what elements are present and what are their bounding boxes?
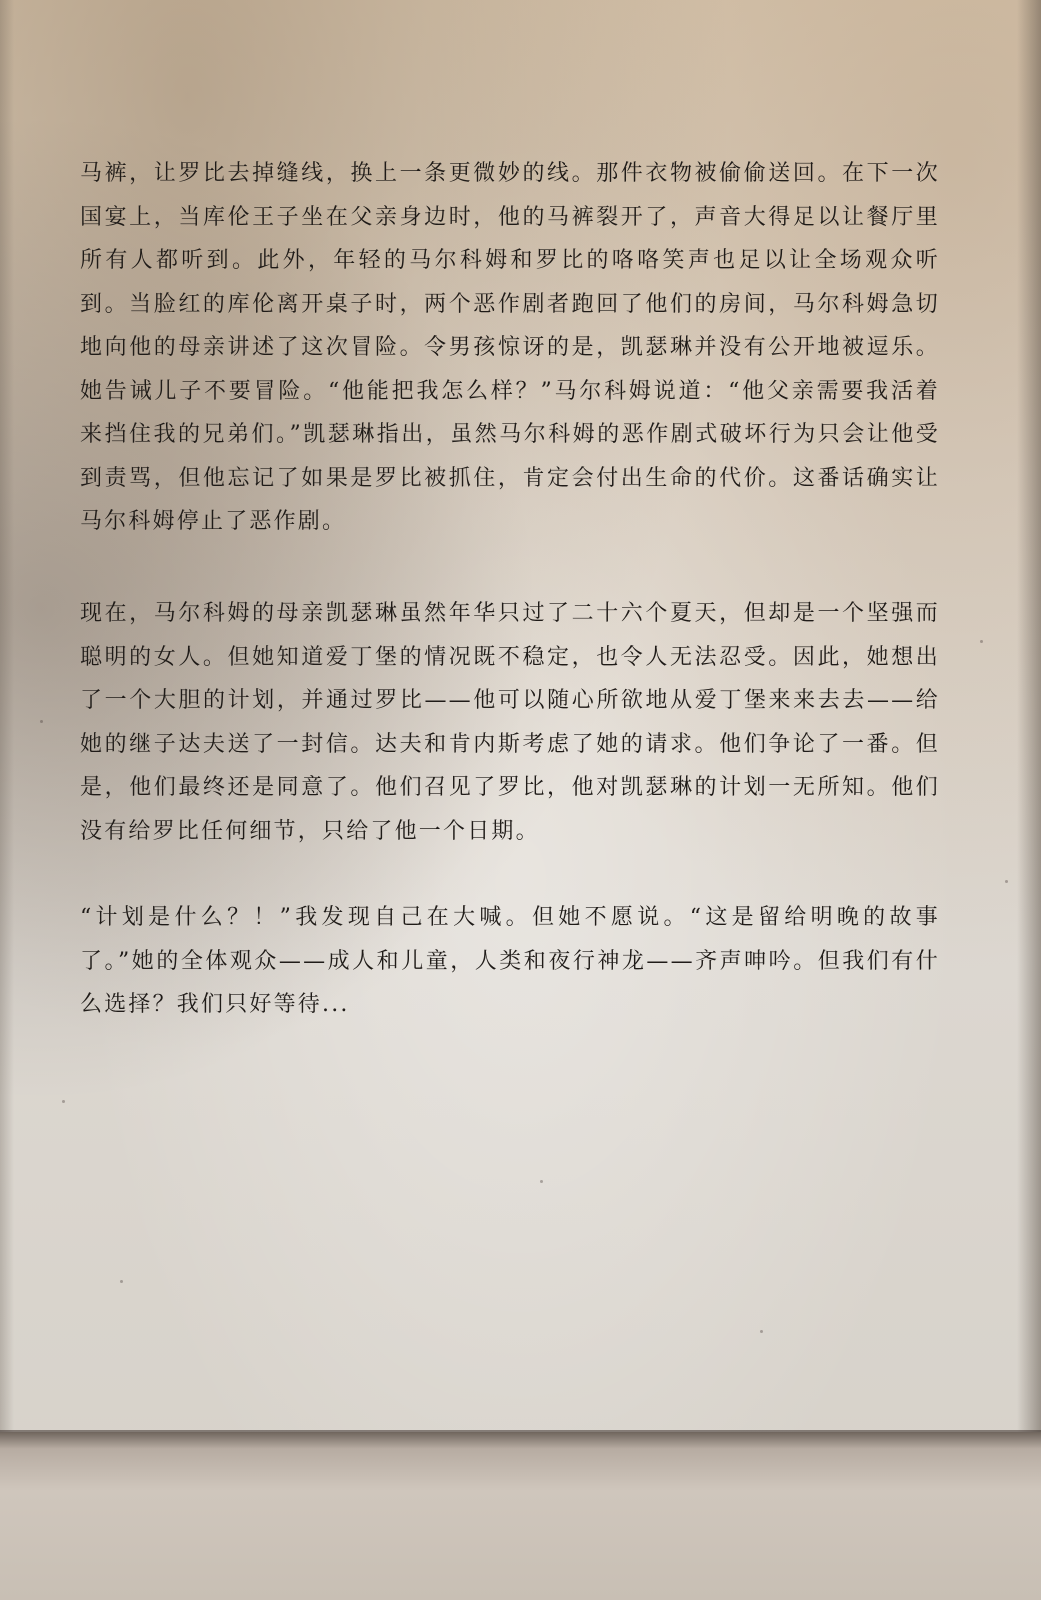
paper-speck — [1005, 880, 1008, 883]
paper-speck — [40, 720, 43, 723]
paper-speck — [540, 1180, 543, 1183]
page-right-shadow — [1017, 0, 1041, 1440]
story-paragraph-3: “计划是什么？！”我发现自己在大喊。但她不愿说。“这是留给明晚的故事了。”她的全体观众——成人和儿童，人类和夜行神龙——齐声呻吟。但我们有什么选择？我们只好等待... — [80, 905, 940, 1017]
story-paragraph-2: 现在，马尔科姆的母亲凯瑟琳虽然年华只过了二十六个夏天，但却是一个坚强而聪明的女人。但她知道爱丁堡的情况既不稳定，也令人无法忍受。因此，她想出了一个大胆的计划，并通过罗比——他可以随心所欲地从爱丁堡来来去去——给她的继子达夫送了一封信。达夫和肯内斯考虑了她的请求。他们争论了一番。但是，他们最终还是同意了。他们召见了罗比，他对凯瑟琳的计划一无所知。他们没有给罗比任何细节，只给了他一个日期。 — [80, 601, 940, 844]
page-left-shadow — [0, 0, 14, 1440]
paper-speck — [980, 640, 983, 643]
story-paragraph-1: 马裤，让罗比去掉缝线，换上一条更微妙的线。那件衣物被偷偷送回。在下一次国宴上，当库伦王子坐在父亲身边时，他的马裤裂开了，声音大得足以让餐厅里所有人都听到。此外，年轻的马尔科姆和罗比的咯咯笑声也足以让全场观众听到。当脸红的库伦离开桌子时，两个恶作剧者跑回了他们的房间，马尔科姆急切地向他的母亲讲述了这次冒险。令男孩惊讶的是，凯瑟琳并没有公开地被逗乐。她告诫儿子不要冒险。“他能把我怎么样？”马尔科姆说道：“他父亲需要我活着来挡住我的兄弟们。”凯瑟琳指出，虽然马尔科姆的恶作剧式破坏行为只会让他受到责骂，但他忘记了如果是罗比被抓住，肯定会付出生命的代价。这番话确实让马尔科姆停止了恶作剧。 — [80, 161, 940, 534]
paper-speck — [62, 1100, 65, 1103]
paper-speck — [120, 1280, 123, 1283]
paper-fold-bottom — [0, 1432, 1041, 1600]
paper-speck — [760, 1330, 763, 1333]
